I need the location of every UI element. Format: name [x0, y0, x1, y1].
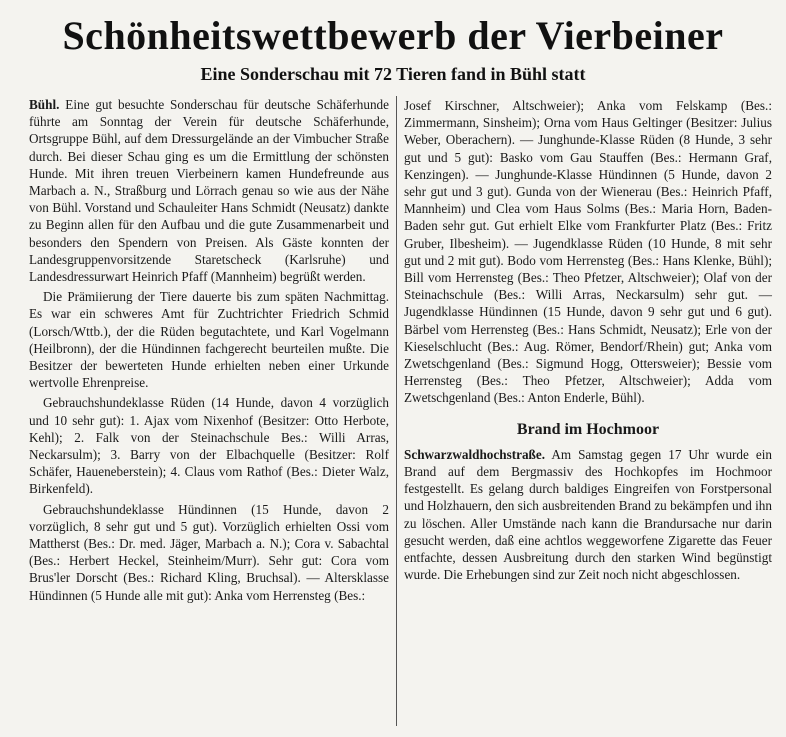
second-article-text: Am Samstag gegen 17 Uhr wurde ein Brand auf dem Bergmassiv des Hochkopfes im Hochmoor festgestellt. Es gelang durch baldiges Eingreifen von Forstpersonal und Holzhauern, den sich ausbreitenden Brand zu bekämpfen und ihn zu löschen. Aller Umstände nach kann die Brandursache nur darin gesucht werden, daß eine achtlos weggeworfene Zigarette das Feuer entfachte, dessen Ausbreitung durch den starken Wind begünstigt wurde. Die Erhebungen sind zur Zeit noch nicht abgeschlossen. — [404, 446, 772, 583]
paragraph-class-males: Gebrauchshundeklasse Rüden (14 Hunde, davon 4 vorzüglich und 10 sehr gut): 1. Ajax vom Nixenhof (Besitzer: Otto Herbote, Kehl); 2. Falk von der Steinachschule Bes.: Willi Arras, Neckarsulm); 3. Barry von der Elbachquelle (Besitzer: Rolf Schäfer, Haueneberstein); 4. Claus vom Rathof (Bes.: Dieter Walz, Birkenfeld). — [29, 395, 389, 497]
second-article-dateline: Schwarzwaldhochstraße. — [404, 446, 546, 462]
column-divider — [396, 96, 397, 726]
paragraph-intro — [29, 96, 389, 285]
second-article-headline: Brand im Hochmoor — [516, 420, 660, 438]
paragraph-class-females: Gebrauchshundeklasse Hündinnen (15 Hunde, davon 2 vorzüglich, 8 sehr gut und 5 gut). Vorzüglich erhielten Ossi vom Mattherst (Bes.: Dr. med. Jäger, Marbach a. N.); Cora v. Sabachtal (Bes.: Herbert Heckel, Steinheim/Murr). Sehr gut: Cora vom Brus'ler Dorscht (Bes.: Richard Kling, Bruchsal). — Altersklasse Hündinnen (5 Hunde alle mit gut): Anka vom Herrensteg (Bes.: — [29, 501, 389, 603]
paragraph-judging: Die Prämiierung der Tiere dauerte bis zum späten Nachmittag. Es war ein schweres Amt für Zuchtrichter Friedrich Schmid (Lorsch/Wttb.), der die Rüden begutachtete, und Karl Vogelmann (Heilbronn), der die Hündinnen fachgerecht beurteilen mußte. Die Besitzer der bewerteten Hunde erhielten neben einer Urkunde wertvolle Ehrenpreise. — [29, 289, 389, 391]
dateline: Bühl. — [29, 97, 60, 112]
article-subheadline: Eine Sonderschau mit 72 Tieren fand in Bühl statt — [200, 64, 586, 84]
right-column — [404, 97, 772, 583]
article-headline: Schönheitswettbewerb der Vierbeiner — [62, 13, 724, 58]
paragraph-results-continued: Josef Kirschner, Altschweier); Anka vom Felskamp (Bes.: Zimmermann, Sinsheim); Orna vom Haus Geltinger (Besitzer: Julius Weber, Oberachern). — Junghunde-Klasse Rüden (8 Hunde, 3 sehr gut und 5 gut): Basko vom Gau Stauffen (Bes.: Hermann Graf, Kenzingen). — Junghunde-Klasse Hündinnen (5 Hunde, davon 2 sehr gut und 3 gut). Gunda von der Wienerau (Bes.: Heinrich Pfaff, Mannheim) und Clea vom Haus Solms (Bes.: Maria Horn, Baden-Baden sehr gut. Gut erhielt Elke vom Frankfurter Platz (Bes.: Fritz Gruber, Ilbesheim). — Jugendklasse Rüden (10 Hunde, 8 mit sehr gut und 2 mit gut). Bodo vom Herrensteg (Bes.: Hans Klenke, Bühl); Bill vom Herrensteg (Bes.: Theo Pfetzer, Altschweier); Olaf von der Steinachschule (Bes.: Willi Arras, Neckarsulm) sehr gut. — Jugendklasse Hündinnen (15 Hunde, davon 9 sehr gut und 6 gut). Bärbel vom Herrensteg (Bes.: Hans Schmidt, Neusatz); Erle von der Kieselschlucht (Bes.: Aug. Römer, Bendorf/Rhein) gut; Anka vom Zwetschgenland (Bes.: Sigmund Hogg, Ottersweier); Bessie vom Herrensteg (Bes.: Theo Pfetzer, Altschweier); Adda vom Zwetschgenland (Bes.: Anton Enderle, Bühl). — [404, 98, 772, 406]
left-column — [29, 96, 389, 604]
second-article-body — [404, 446, 772, 584]
paragraph-intro-text: Eine gut besuchte Sonderschau für deutsche Schäferhunde führte am Sonntag der Verein für deutsche Schäferhunde, Ortsgruppe Bühl, auf dem Dressurgelände an der Vimbucher Straße durch. Bei dieser Schau ging es um die Ermittlung der schönsten Hunde. Mit ihren treuen Vierbeinern kamen Hundefreunde aus Marbach a. N., Straßburg und Lörrach genau so wie aus der Nähe von Bühl. Vorstand und Schauleiter Hans Schmidt (Neusatz) dankte zu Beginn allen für den Aufbau und die gute Zusammenarbeit und besonders den Spendern von Preisen. Als Gäste konnten der Landesgruppenvorsitzende Staretscheck (Karlsruhe) und Landesdressurwart Heinrich Pfaff (Mannheim) begrüßt werden. — [29, 97, 389, 285]
